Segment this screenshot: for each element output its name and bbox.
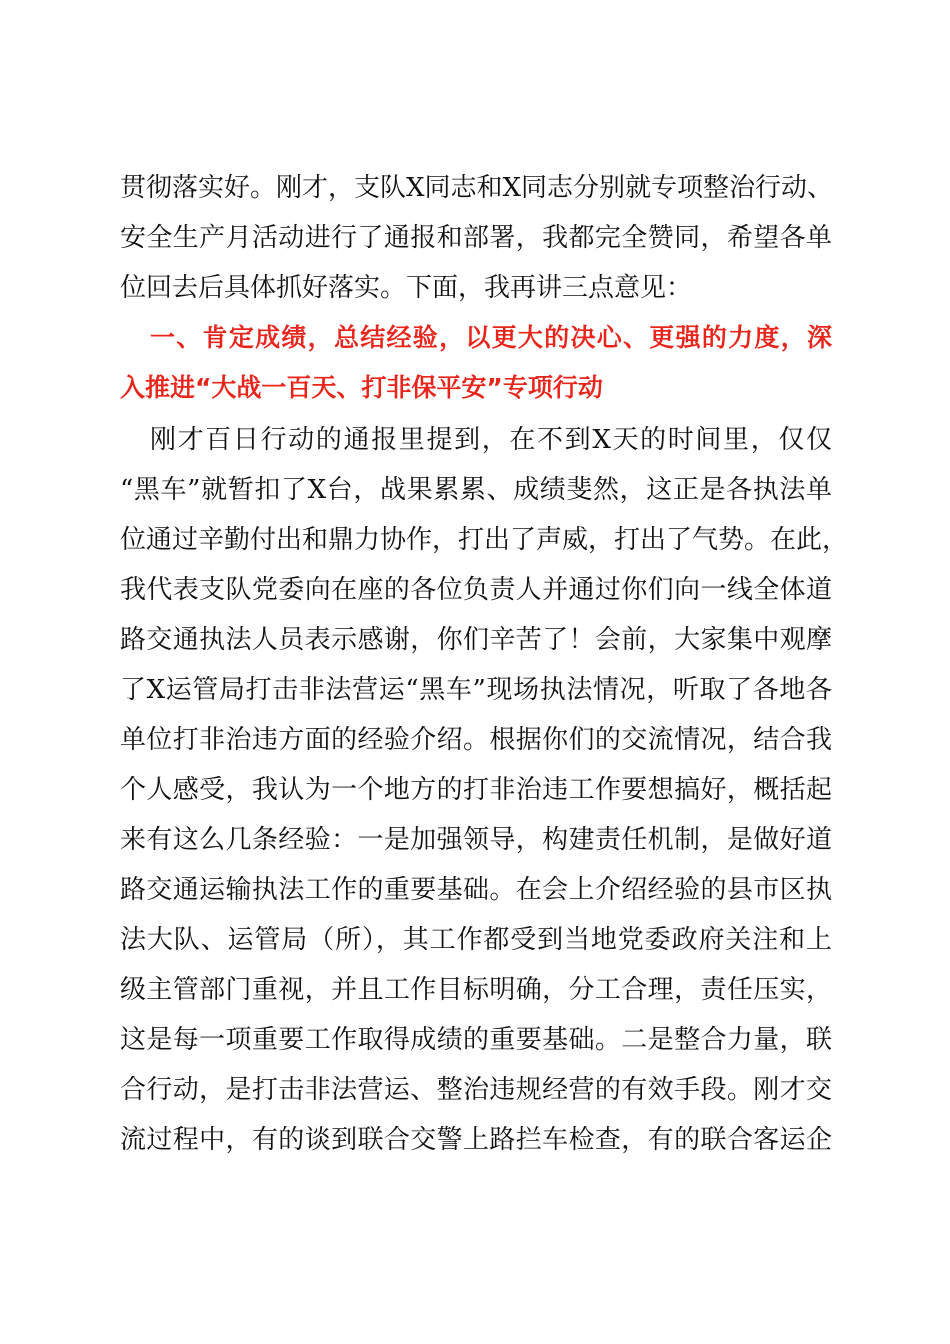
- paragraph-line: 个人感受，我认为一个地方的打非治违工作要想搞好，概括起: [120, 775, 832, 805]
- paragraph-line: 了X运管局打击非法营运“黑车”现场执法情况，听取了各地各: [120, 675, 832, 705]
- paragraph-line: 流过程中，有的谈到联合交警上路拦车检查，有的联合客运企: [120, 1125, 832, 1155]
- section-heading-line: 一、肯定成绩，总结经验，以更大的决心、更强的力度，深: [150, 323, 832, 352]
- paragraph-line: 单位打非治违方面的经验介绍。根据你们的交流情况，结合我: [120, 725, 832, 755]
- paragraph-line: “黑车”就暂扣了X台，战果累累、成绩斐然，这正是各执法单: [120, 475, 832, 505]
- section-heading-line: 入推进“大战一百天、打非保平安”专项行动: [120, 373, 603, 402]
- paragraph-line: 安全生产月活动进行了通报和部署，我都完全赞同，希望各单: [120, 223, 832, 253]
- paragraph-line: 贯彻落实好。刚才，支队X同志和X同志分别就专项整治行动、: [120, 173, 834, 203]
- paragraph-line: 级主管部门重视，并且工作目标明确，分工合理，责任压实，: [120, 975, 832, 1005]
- paragraph-line: 位通过辛勤付出和鼎力协作，打出了声威，打出了气势。在此，: [120, 525, 849, 555]
- paragraph-line: 刚才百日行动的通报里提到，在不到X天的时间里，仅仅: [150, 425, 832, 455]
- paragraph-line: 路交通运输执法工作的重要基础。在会上介绍经验的县市区执: [120, 875, 832, 905]
- paragraph-line: 位回去后具体抓好落实。下面，我再讲三点意见：: [120, 273, 693, 303]
- paragraph-line: 合行动，是打击非法营运、整治违规经营的有效手段。刚才交: [120, 1075, 832, 1105]
- paragraph-line: 法大队、运管局（所），其工作都受到当地党委政府关注和上: [120, 925, 832, 955]
- paragraph-line: 路交通执法人员表示感谢，你们辛苦了！会前，大家集中观摩: [120, 625, 832, 655]
- paragraph-line: 这是每一项重要工作取得成绩的重要基础。二是整合力量，联: [120, 1025, 832, 1055]
- paragraph-line: 来有这么几条经验：一是加强领导，构建责任机制，是做好道: [120, 825, 832, 855]
- paragraph-line: 我代表支队党委向在座的各位负责人并通过你们向一线全体道: [120, 575, 832, 605]
